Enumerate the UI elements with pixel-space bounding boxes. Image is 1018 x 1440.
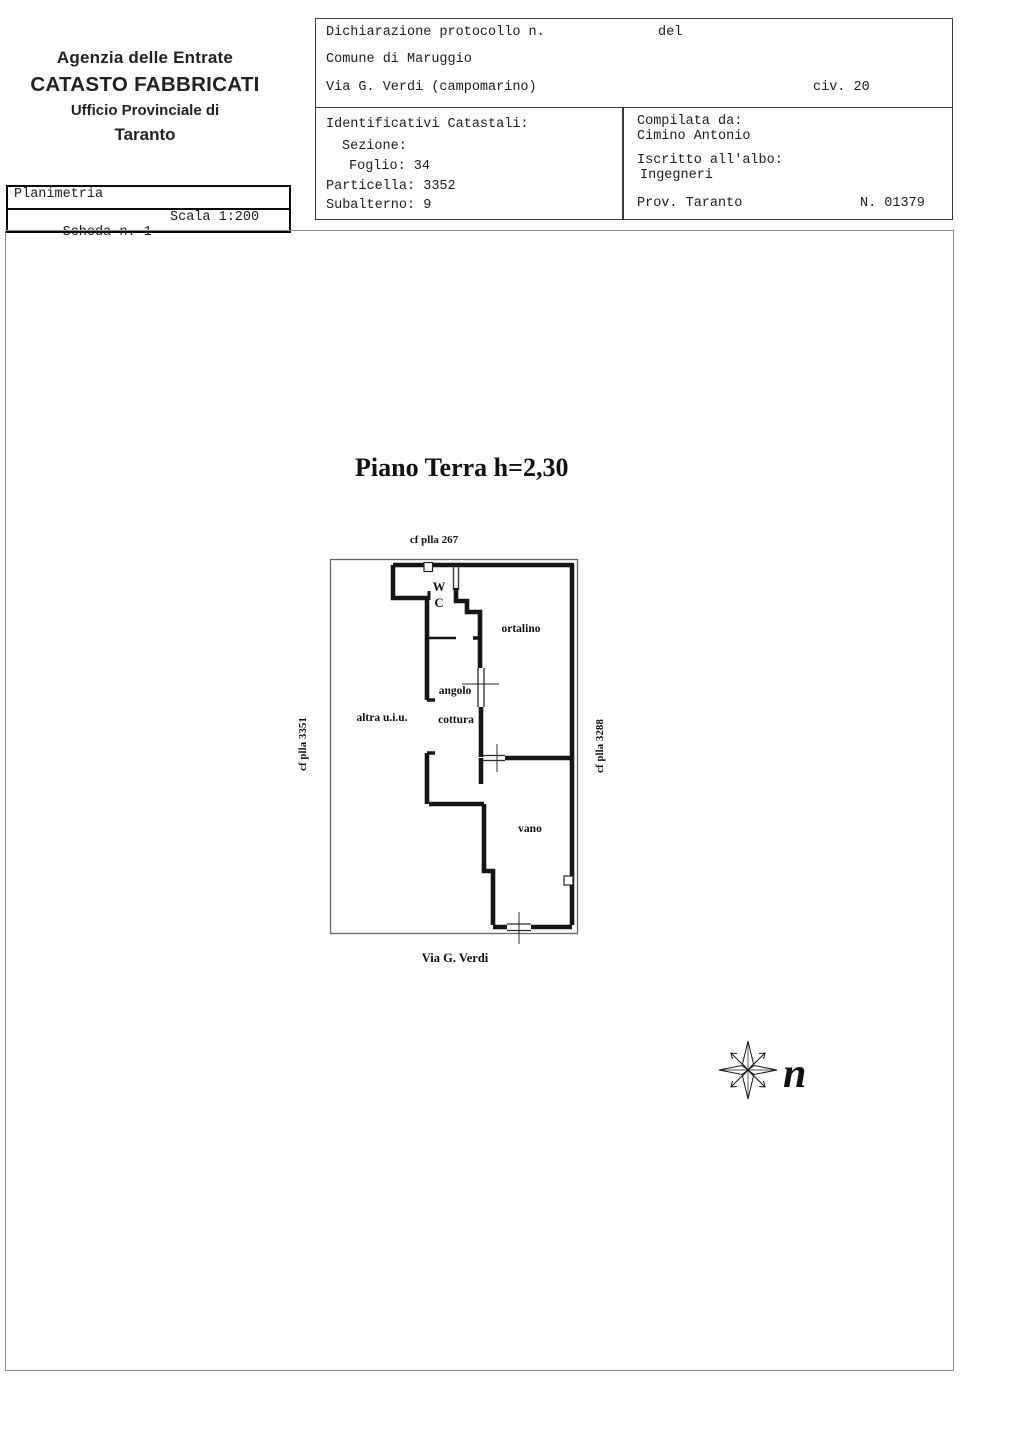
wc-label-c: C <box>434 596 444 610</box>
foglio-field: Foglio: 34 <box>349 159 431 174</box>
vano-label: vano <box>518 823 542 835</box>
protocol-date-label: del <box>658 25 683 40</box>
street-label: Via G. Verdi <box>421 951 489 965</box>
lot-boundary <box>331 560 578 934</box>
scheda-row <box>8 210 289 240</box>
north-label: n <box>783 1051 807 1097</box>
cadastral-title: Identificativi Catastali: <box>326 117 529 132</box>
parcel-left-label: cf plla 3351 <box>297 717 309 771</box>
compass-star <box>719 1041 777 1099</box>
address-line: Via G. Verdi (campomarino) <box>326 80 537 95</box>
floor-plan-drawing <box>285 525 625 980</box>
agency-name: Agenzia delle Entrate <box>56 48 234 67</box>
parcel-right-label: cf plla 3288 <box>594 719 606 773</box>
agency-header <box>28 46 262 147</box>
compiler-label: Compilata da: <box>637 114 743 129</box>
ortalino-label: ortalino <box>501 623 541 635</box>
wc-label-w: W <box>432 580 446 594</box>
comune-line: Comune di Maruggio <box>326 52 472 67</box>
compass-rose <box>705 1030 835 1115</box>
cottura-label: cottura <box>438 714 474 726</box>
planimetria-title: Planimetria <box>8 187 289 210</box>
identifiers-box <box>315 107 953 220</box>
sezione-field: Sezione: <box>342 139 407 154</box>
albo-label: Iscritto all'albo: <box>637 153 783 168</box>
right-wall-notch <box>564 876 573 885</box>
prov-field: Prov. Taranto <box>637 196 743 211</box>
office-city: Taranto <box>114 125 176 144</box>
walls <box>393 565 574 927</box>
box-divider <box>622 108 624 219</box>
top-wall-notch <box>424 563 433 572</box>
civic-number: civ. 20 <box>813 80 870 95</box>
particella-field: Particella: 3352 <box>326 179 456 194</box>
planimetria-box <box>6 185 291 240</box>
altra-uiu-label: altra u.i.u. <box>356 712 408 724</box>
compiler-name: Cimino Antonio <box>637 129 751 144</box>
registration-number: N. 01379 <box>860 196 925 211</box>
floor-title: Piano Terra h=2,30 <box>355 453 569 482</box>
wall-stubs <box>427 591 481 753</box>
angolo-label: angolo <box>438 685 472 697</box>
scheda-number: Scheda n. 1 <box>62 224 152 240</box>
protocol-label: Dichiarazione protocollo n. <box>326 25 545 40</box>
office-label: Ufficio Provinciale di <box>70 102 220 119</box>
declaration-box <box>315 18 953 109</box>
catasto-title: CATASTO FABBRICATI <box>30 73 260 96</box>
scale-value: Scala 1:200 <box>170 210 260 225</box>
parcel-top-label: cf plla 267 <box>409 534 459 546</box>
subalterno-field: Subalterno: 9 <box>326 198 432 213</box>
albo-value: Ingegneri <box>640 168 713 183</box>
